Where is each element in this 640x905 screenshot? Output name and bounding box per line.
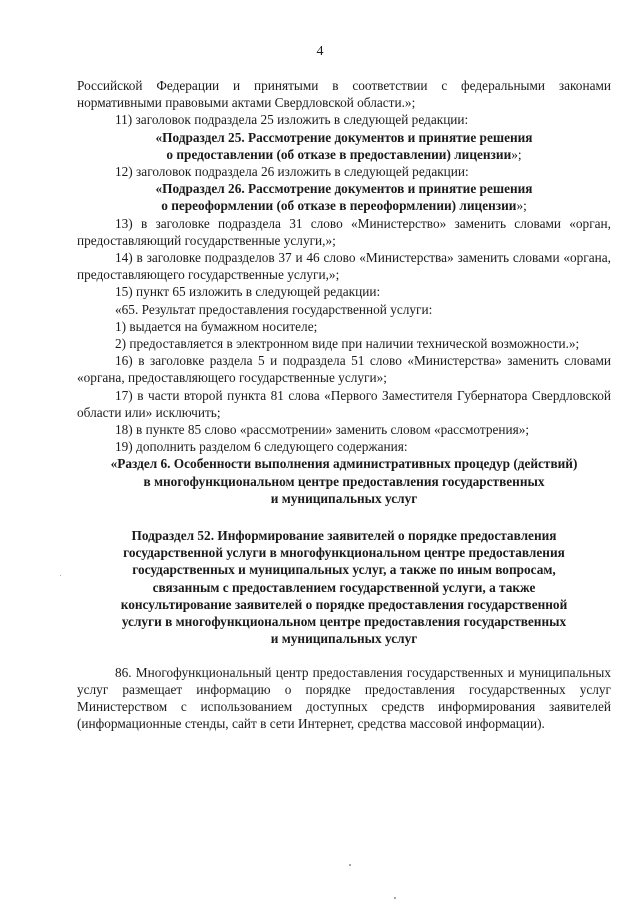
heading-section-6 <box>77 455 611 507</box>
heading-subsection-52-line-5: консультирование заявителей о порядке предоставления государственной <box>120 596 568 612</box>
paragraph-item-16: 16) в заголовке раздела 5 и подраздела 51 слово «Министерства» заменить словами «органа, предоставляющего государственные услуги»; <box>77 353 611 386</box>
heading-subsection-52-line-7: и муниципальных услуг <box>270 631 418 647</box>
heading-subsection-52-line-6: услуги в многофункциональном центре предоставления государственных <box>121 614 567 630</box>
heading-subsection-25-line-2 <box>77 146 611 163</box>
paragraph-point-86: 86. Многофункциональный центр предоставления государственных и муниципальных услуг размещает информацию о порядке предоставления государственных услуг Министерством с использованием доступных средств информирования заявителей (информационные стенды, сайт в сети Интернет, средства массовой информации). <box>77 664 611 732</box>
scan-speck <box>349 864 351 866</box>
paragraph-item-17: 17) в части второй пункта 81 слова «Первого Заместителя Губернатора Свердловской области или» исключить; <box>77 387 611 420</box>
page-number: 4 <box>316 44 324 59</box>
heading-subsection-26-line-1: «Подраздел 26. Рассмотрение документов и принятие решения <box>155 181 533 197</box>
paragraph-item-19: 19) дополнить разделом 6 следующего содержания: <box>115 439 408 455</box>
scan-speck <box>60 575 61 576</box>
heading-subsection-25-line-1: «Подраздел 25. Рассмотрение документов и принятие решения <box>155 129 533 145</box>
heading-subsection-52-line-3: государственных и муниципальных услуг, а также по иным вопросам, <box>132 562 556 578</box>
paragraph-point-65-2: 2) предоставляется в электронном виде при наличии технической возможности.»; <box>115 336 580 352</box>
document-body <box>77 77 611 732</box>
paragraph-item-11: 11) заголовок подраздела 25 изложить в следующей редакции: <box>115 112 469 128</box>
paragraph-point-65-1: 1) выдается на бумажном носителе; <box>115 318 318 334</box>
heading-subsection-26-line-2-text: о переоформлении (об отказе в переоформлении) лицензии <box>161 198 517 214</box>
heading-subsection-52-line-1: Подраздел 52. Информирование заявителей о порядке предоставления <box>131 528 557 544</box>
heading-subsection-26 <box>77 180 611 214</box>
spacer <box>77 648 611 664</box>
heading-subsection-52 <box>77 527 611 647</box>
heading-subsection-26-line-2 <box>77 197 611 214</box>
heading-subsection-25-tail: »; <box>511 146 522 162</box>
scan-speck <box>394 897 396 899</box>
heading-section-6-line-2: в многофункциональном центре предоставления государственных <box>143 473 545 489</box>
heading-subsection-26-tail: »; <box>516 198 527 214</box>
heading-section-6-line-1: «Раздел 6. Особенности выполнения административных процедур (действий) <box>110 456 578 472</box>
heading-section-6-line-3: и муниципальных услуг <box>270 490 418 506</box>
paragraph-point-65: «65. Результат предоставления государственной услуги: <box>115 301 433 317</box>
paragraph-item-18: 18) в пункте 85 слово «рассмотрении» заменить словом «рассмотрения»; <box>115 422 530 438</box>
paragraph-item-15: 15) пункт 65 изложить в следующей редакции: <box>115 284 381 300</box>
paragraph-item-12: 12) заголовок подраздела 26 изложить в следующей редакции: <box>115 164 469 180</box>
heading-subsection-52-line-4: связанным с предоставлением государственной услуги, а также <box>152 579 536 595</box>
heading-subsection-25 <box>77 129 611 163</box>
spacer <box>77 507 611 527</box>
paragraph-item-14: 14) в заголовке подразделов 37 и 46 слово «Министерства» заменить словами «органа, предоставляющего государственные услуги,»; <box>77 250 611 283</box>
paragraph-item-13: 13) в заголовке подраздела 31 слово «Министерство» заменить словами «орган, предоставляющий государственные услуги,»; <box>77 215 611 248</box>
paragraph-continuation: Российской Федерации и принятыми в соответствии с федеральными законами нормативными правовыми актами Свердловской области.»; <box>77 78 611 111</box>
heading-subsection-25-line-2-text: о предоставлении (об отказе в предоставлении) лицензии <box>166 146 512 162</box>
heading-subsection-52-line-2: государственной услуги в многофункциональном центре предоставления <box>123 545 565 561</box>
